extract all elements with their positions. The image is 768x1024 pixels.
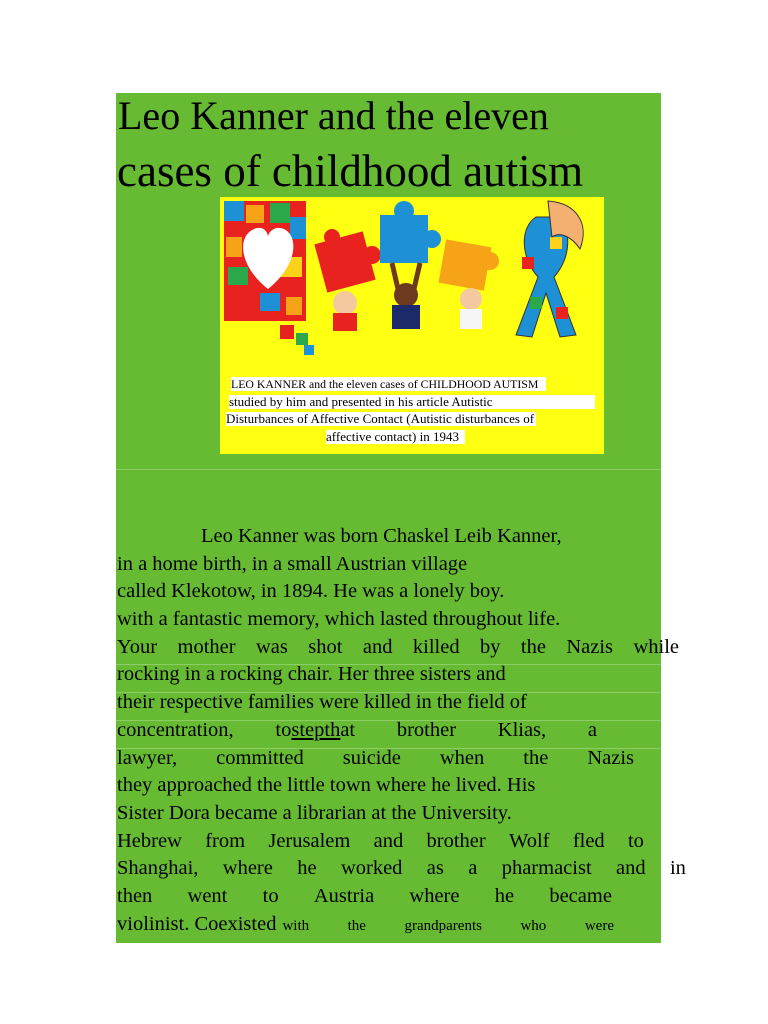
word: Jerusalem xyxy=(268,829,351,852)
word: lawyer, xyxy=(117,746,178,769)
text-line: with a fantastic memory, which lasted throughout life. xyxy=(117,608,561,631)
word: the xyxy=(523,746,549,769)
word: he xyxy=(494,884,515,907)
word: Wolf xyxy=(509,829,550,852)
word: Nazis xyxy=(587,746,634,769)
caption-line-4: affective contact) in 1943 xyxy=(326,430,465,444)
text-line: in a home birth, in a small Austrian village xyxy=(117,552,468,575)
word: as xyxy=(426,857,444,880)
child-left xyxy=(333,291,357,331)
awareness-ribbon xyxy=(516,201,583,337)
title-line-1: Leo Kanner and the eleven xyxy=(118,93,549,138)
word: to xyxy=(262,884,279,907)
word: suicide xyxy=(342,746,401,769)
word: killed xyxy=(412,635,460,658)
section-divider xyxy=(116,469,661,470)
biography-text xyxy=(117,523,685,938)
text-line xyxy=(117,634,679,662)
word: mother xyxy=(177,635,236,658)
text-line xyxy=(117,911,614,939)
word: a xyxy=(587,718,597,741)
word: shot xyxy=(308,635,343,658)
child-right xyxy=(460,288,482,329)
word: committed xyxy=(216,746,304,769)
word: Klias, xyxy=(497,718,547,741)
word: who xyxy=(520,917,547,934)
word: Nazis xyxy=(566,635,614,658)
word: to xyxy=(627,829,644,852)
word: were xyxy=(584,917,614,934)
caption-line-2: studied by him and presented in his article Autistic xyxy=(229,395,595,409)
child-middle xyxy=(392,263,420,329)
word: worked xyxy=(340,857,403,880)
word: and xyxy=(616,857,646,880)
text-line: Leo Kanner was born Chaskel Leib Kanner, xyxy=(201,525,562,547)
word: while xyxy=(633,635,679,658)
word: brother xyxy=(426,829,486,852)
text-line: called Klekotow, in 1894. He was a lonely boy. xyxy=(117,580,505,603)
text-line: they approached the little town where he lived. His xyxy=(117,774,536,797)
word: brother xyxy=(396,718,457,741)
word: when xyxy=(439,746,485,769)
text-line xyxy=(117,883,612,911)
word: by xyxy=(479,635,501,658)
text-line: rocking in a rocking chair. Her three sisters and xyxy=(117,663,506,686)
word: and xyxy=(362,635,393,658)
title-line-2: cases of childhood autism xyxy=(117,146,584,196)
word: pharmacist xyxy=(501,857,592,880)
word-group xyxy=(275,717,355,745)
small-words xyxy=(282,913,614,941)
text-line: Sister Dora became a librarian at the University. xyxy=(117,801,512,824)
word: with xyxy=(282,917,310,934)
text-line xyxy=(117,717,597,745)
word: was xyxy=(255,635,288,658)
word: concentration, xyxy=(117,718,234,741)
red-puzzle-piece xyxy=(314,229,381,293)
blue-puzzle-piece xyxy=(380,201,441,263)
word: became xyxy=(549,884,612,907)
word: a xyxy=(468,857,478,880)
word: where xyxy=(409,884,460,907)
word: grandparents xyxy=(404,917,482,934)
text-line xyxy=(117,828,644,856)
word: in xyxy=(669,857,686,880)
text-line xyxy=(117,745,634,773)
text-line xyxy=(117,855,686,883)
word-group: violinist. Coexisted xyxy=(117,912,277,935)
caption-line-3: Disturbances of Affective Contact (Autistic disturbances of xyxy=(226,411,535,426)
word: to xyxy=(275,718,292,741)
word: Austria xyxy=(313,884,375,907)
word: then xyxy=(117,884,153,907)
word: at xyxy=(340,718,356,741)
word: fled xyxy=(572,829,605,852)
orange-puzzle-piece xyxy=(439,239,499,290)
underlined-word: stepth xyxy=(291,718,341,741)
word: from xyxy=(205,829,246,852)
word: where xyxy=(222,857,273,880)
puzzle-heart-cluster xyxy=(224,201,314,355)
word: Your xyxy=(117,635,158,658)
text-line: their respective families were killed in the field of xyxy=(117,691,527,714)
word: Hebrew xyxy=(117,829,182,852)
word: he xyxy=(297,857,317,880)
caption-line-1: LEO KANNER and the eleven cases of CHILDHOOD AUTISM xyxy=(231,377,546,391)
word: and xyxy=(373,829,404,852)
word: the xyxy=(520,635,546,658)
word: Shanghai, xyxy=(117,857,199,880)
word: the xyxy=(347,917,366,934)
word: went xyxy=(187,884,228,907)
